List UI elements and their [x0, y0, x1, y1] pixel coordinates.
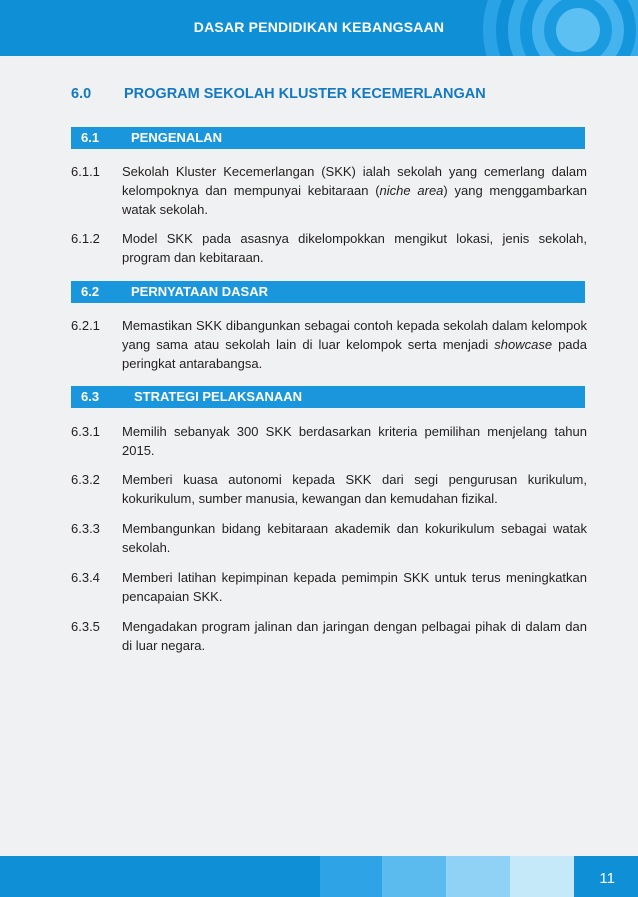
item-number: 6.3.5 — [71, 619, 100, 634]
item-text: Memilih sebanyak 300 SKK berdasarkan kriteria pemilihan menjelang tahun 2015. — [122, 424, 587, 458]
item-number: 6.1.1 — [71, 164, 100, 179]
item-text: Model SKK pada asasnya dikelompokkan mengikut lokasi, jenis sekolah, program dan kebitaraan. — [122, 231, 587, 265]
item-text: Membangunkan bidang kebitaraan akademik dan kokurikulum sebagai watak sekolah. — [122, 521, 587, 555]
item-text: Sekolah Kluster Kecemerlangan (SKK) ialah sekolah yang cemerlang dalam kelompoknya dan mempunyai kebitaraan (niche area) yang menggambarkan watak sekolah. — [122, 164, 587, 217]
section-bar-pernyataan-dasar — [71, 281, 585, 303]
footer-stripe — [320, 856, 382, 897]
section-bar-pengenalan — [71, 127, 585, 149]
list-item — [71, 422, 587, 460]
footer-stripe — [382, 856, 446, 897]
footer-stripe — [446, 856, 510, 897]
page-title — [71, 86, 486, 102]
footer-stripe — [510, 856, 574, 897]
item-text: Memastikan SKK dibangunkan sebagai contoh kepada sekolah dalam kelompok yang sama atau sekolah lain di luar kelompok serta menjadi showcase pada peringkat antarabangsa. — [122, 318, 587, 371]
list-item — [71, 162, 587, 219]
list-item — [71, 568, 587, 606]
list-item — [71, 617, 587, 655]
item-number: 6.3.4 — [71, 570, 100, 585]
section-number: 6.2 — [81, 284, 100, 299]
item-number: 6.2.1 — [71, 318, 100, 333]
section-bar-strategi-pelaksanaan — [71, 386, 585, 408]
item-text: Mengadakan program jalinan dan jaringan dengan pelbagai pihak di dalam dan di luar negara. — [122, 619, 587, 653]
item-text: Memberi kuasa autonomi kepada SKK dari segi pengurusan kurikulum, kokurikulum, sumber manusia, kewangan dan kemudahan fizikal. — [122, 472, 587, 506]
page-header — [0, 0, 638, 56]
section-title: STRATEGI PELAKSANAAN — [134, 389, 303, 404]
item-text: Memberi latihan kepimpinan kepada pemimpin SKK untuk terus meningkatkan pencapaian SKK. — [122, 570, 587, 604]
section-number: 6.1 — [81, 130, 100, 145]
list-item — [71, 229, 587, 267]
item-number: 6.3.2 — [71, 472, 100, 487]
item-number: 6.1.2 — [71, 231, 100, 246]
item-number: 6.3.1 — [71, 424, 100, 439]
list-item — [71, 316, 587, 373]
section-title: PERNYATAAN DASAR — [131, 284, 268, 299]
section-number: 6.3 — [81, 389, 100, 404]
list-item — [71, 519, 587, 557]
header-title: DASAR PENDIDIKAN KEBANGSAAN — [193, 19, 445, 35]
list-item — [71, 470, 587, 508]
item-number: 6.3.3 — [71, 521, 100, 536]
page-title-number: 6.0 — [71, 86, 92, 102]
page-number: 11 — [599, 870, 615, 887]
section-title: PENGENALAN — [131, 130, 223, 145]
page-footer — [0, 856, 638, 897]
page-title-text: PROGRAM SEKOLAH KLUSTER KECEMERLANGAN — [124, 86, 486, 102]
